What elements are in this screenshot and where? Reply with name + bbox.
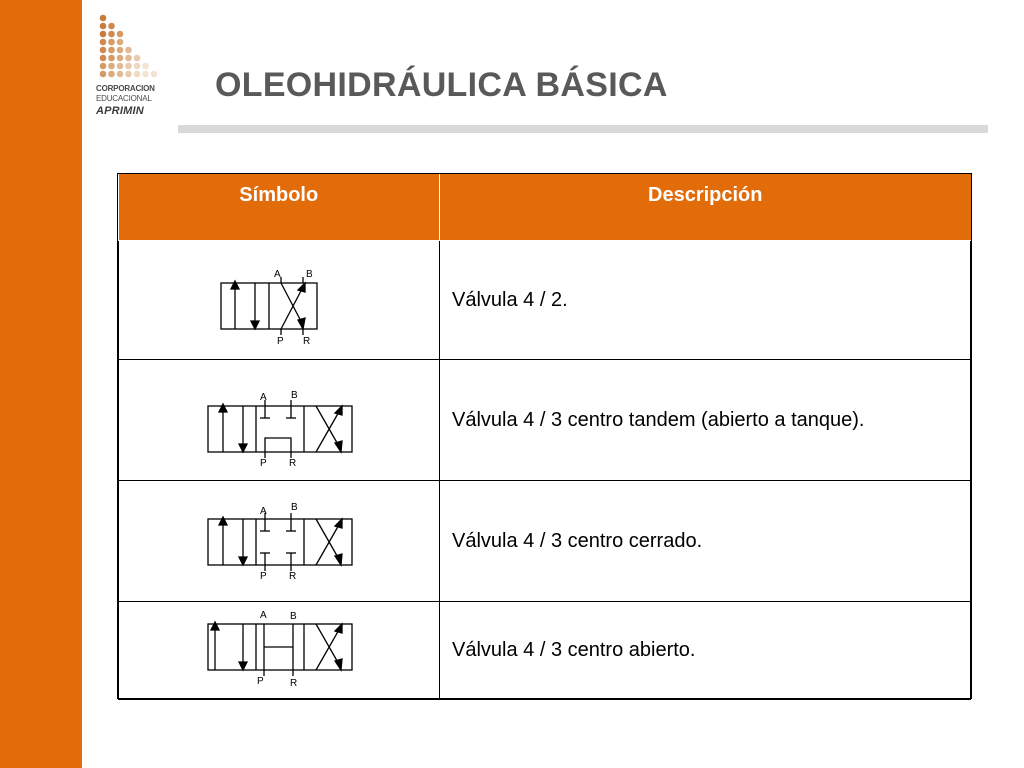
logo-dot: [108, 47, 115, 54]
logo-line-2: EDUCACIONAL: [96, 94, 152, 103]
port-b-label: B: [291, 389, 298, 401]
logo-dot: [117, 47, 124, 54]
logo-dot: [134, 71, 141, 78]
logo-dot: [108, 39, 115, 46]
port-r-label: R: [289, 570, 297, 582]
logo-dot: [100, 71, 107, 78]
logo-dot: [100, 31, 107, 38]
valve-table: [117, 173, 972, 699]
symbol-cell: [119, 480, 440, 601]
logo-dot: [125, 63, 132, 70]
logo-dots-icon: [99, 14, 169, 82]
logo-dot: [108, 23, 115, 30]
logo-dot: [108, 55, 115, 62]
port-b-label: B: [306, 268, 313, 280]
table-row: [119, 359, 971, 480]
port-r-label: R: [289, 457, 297, 469]
logo-dot: [117, 71, 124, 78]
description-cell: Válvula 4 / 3 centro abierto.: [440, 601, 971, 699]
logo-dot: [125, 71, 132, 78]
symbol-cell: [119, 240, 440, 359]
logo-dot: [117, 31, 124, 38]
logo-dot: [100, 15, 107, 22]
logo-dot: [142, 71, 149, 78]
table-row: [119, 601, 971, 699]
table-row: [119, 240, 971, 359]
logo-dot: [100, 47, 107, 54]
logo-dot: [100, 55, 107, 62]
logo-dot: [108, 63, 115, 70]
logo-dot: [100, 63, 107, 70]
logo-line-1: CORPORACION: [96, 84, 155, 93]
port-p-label: P: [260, 570, 267, 582]
port-a-label: A: [260, 609, 267, 621]
logo-dot: [134, 63, 141, 70]
port-p-label: P: [257, 675, 264, 687]
logo-dot: [142, 63, 149, 70]
symbol-cell: [119, 359, 440, 480]
logo-line-3: APRIMIN: [96, 105, 144, 117]
aprimin-logo: [96, 14, 172, 120]
description-cell: Válvula 4 / 3 centro tandem (abierto a tanque).: [440, 359, 971, 480]
port-a-label: A: [260, 391, 267, 403]
table-row: [119, 480, 971, 601]
port-p-label: P: [260, 457, 267, 469]
port-r-label: R: [303, 335, 311, 347]
port-b-label: B: [291, 501, 298, 513]
valve-4-2-icon: [119, 241, 439, 360]
logo-dot: [108, 31, 115, 38]
logo-dot: [151, 71, 158, 78]
symbol-cell: [119, 601, 440, 699]
logo-dot: [100, 39, 107, 46]
valve-4-3-closed-icon: [119, 481, 439, 602]
page-title: OLEOHIDRÁULICA BÁSICA: [215, 66, 668, 104]
logo-dot: [100, 23, 107, 30]
title-underline: [178, 125, 988, 133]
valve-4-3-tandem-icon: [119, 360, 439, 481]
valve-4-3-open-icon: [119, 602, 439, 700]
port-b-label: B: [290, 610, 297, 622]
logo-dot: [117, 55, 124, 62]
logo-dot: [117, 39, 124, 46]
logo-dot: [125, 47, 132, 54]
left-accent-bar: [0, 0, 82, 768]
header-descripcion: Descripción: [440, 174, 971, 240]
port-r-label: R: [290, 677, 298, 689]
port-a-label: A: [274, 268, 281, 280]
logo-dot: [125, 55, 132, 62]
logo-dot: [108, 71, 115, 78]
description-cell: Válvula 4 / 2.: [440, 240, 971, 359]
logo-dot: [134, 55, 141, 62]
description-cell: Válvula 4 / 3 centro cerrado.: [440, 480, 971, 601]
header-simbolo: Símbolo: [119, 174, 440, 240]
port-p-label: P: [277, 335, 284, 347]
port-a-label: A: [260, 505, 267, 517]
logo-dot: [117, 63, 124, 70]
